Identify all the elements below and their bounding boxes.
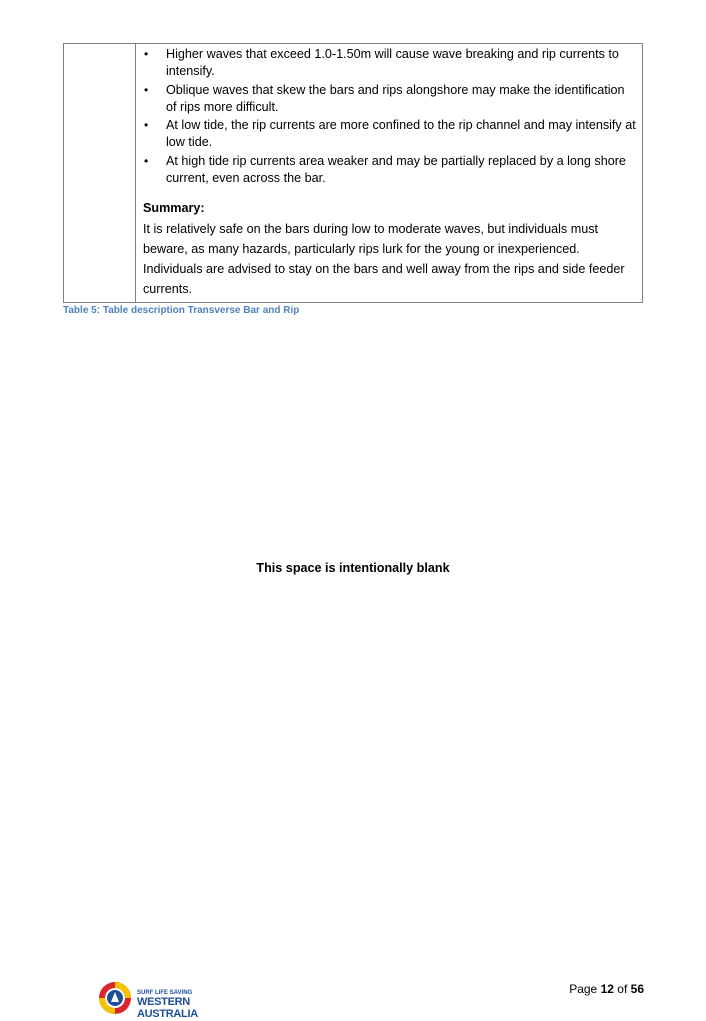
page-of: of <box>617 982 628 996</box>
table-caption: Table 5: Table description Transverse Bar and Rip <box>63 305 300 316</box>
bullet-text: Oblique waves that skew the bars and rips alongshore may make the identification of rips more difficult. <box>166 82 625 114</box>
bullet-icon: • <box>144 82 149 97</box>
table-content-cell <box>143 46 636 299</box>
bullet-icon: • <box>144 153 149 168</box>
page-number <box>569 982 644 996</box>
lifesaver-ring-icon <box>97 980 133 1016</box>
info-table <box>63 43 643 303</box>
slswa-logo <box>97 980 247 1020</box>
page-current: 12 <box>600 982 614 996</box>
bullet-text: At low tide, the rip currents are more confined to the rip channel and may intensify at low tide. <box>166 118 636 149</box>
summary-heading: Summary: <box>143 200 205 215</box>
list-item <box>143 82 636 116</box>
bullet-icon: • <box>144 118 149 132</box>
blank-page-note: This space is intentionally blank <box>256 561 450 575</box>
bullet-text: At high tide rip currents area weaker and may be partially replaced by a long shore current, even across the bar. <box>166 153 626 185</box>
table-column-divider <box>135 44 136 302</box>
page-prefix: Page <box>569 982 598 996</box>
page-total: 56 <box>630 982 644 996</box>
bullet-icon: • <box>144 47 149 61</box>
logo-text-main: WESTERN AUSTRALIA <box>137 996 198 1020</box>
logo-text-small: SURF LIFE SAVING <box>137 990 193 996</box>
list-item <box>143 153 636 187</box>
bullet-list <box>143 46 636 187</box>
list-item <box>143 117 636 151</box>
bullet-text: Higher waves that exceed 1.0-1.50m will cause wave breaking and rip currents to intensify. <box>166 47 619 78</box>
list-item <box>143 46 636 80</box>
summary-text: It is relatively safe on the bars during low to moderate waves, but individuals must beware, as many hazards, particularly rips lurk for the young or inexperienced. Individuals are advised to stay on the bars and well away from the rips and side feeder currents. <box>143 221 625 296</box>
